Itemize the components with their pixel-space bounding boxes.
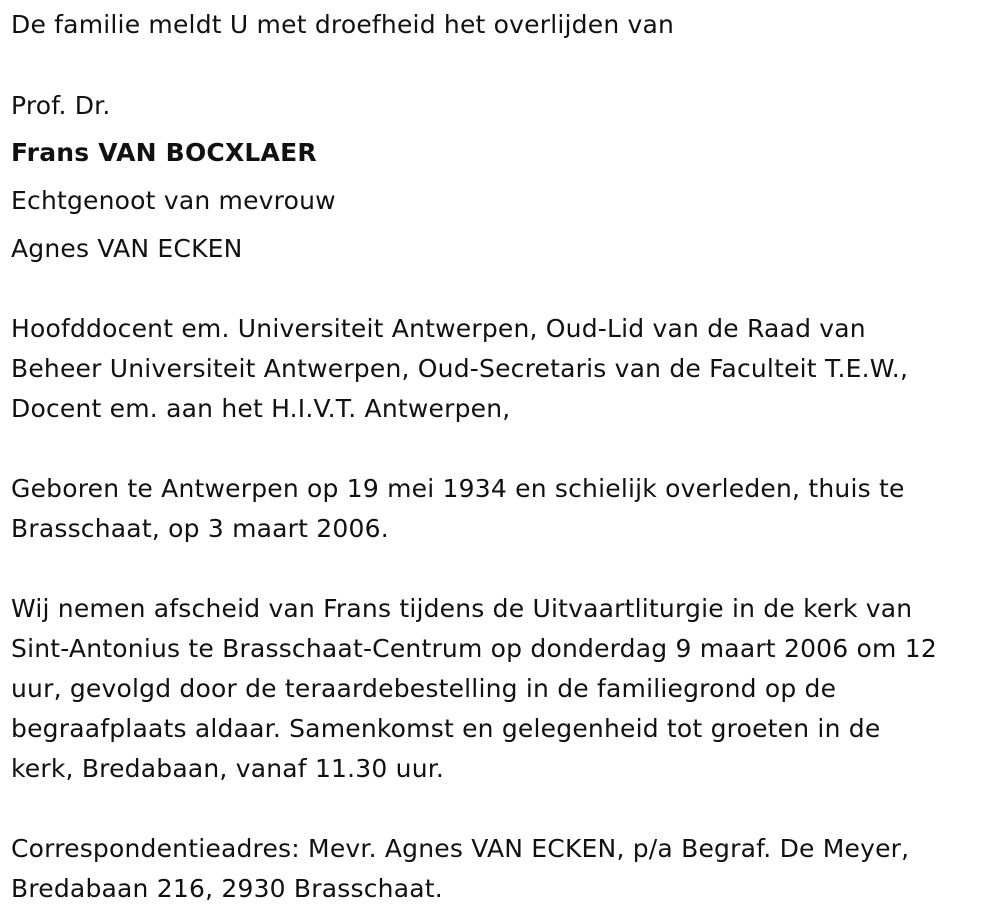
career-line: Hoofddocent em. Universiteit Antwerpen, Oud-Lid van de Raad van xyxy=(11,314,866,343)
deceased-name: Frans VAN BOCXLAER xyxy=(11,138,317,167)
funeral-line: Wij nemen afscheid van Frans tijdens de Uitvaartliturgie in de kerk van xyxy=(11,594,913,623)
career-line: Beheer Universiteit Antwerpen, Oud-Secretaris van de Faculteit T.E.W., xyxy=(11,354,909,383)
career-line: Docent em. aan het H.I.V.T. Antwerpen, xyxy=(11,394,511,423)
funeral-line: uur, gevolgd door de teraardebestelling in de familiegrond op de xyxy=(11,674,837,703)
correspondence-line: Correspondentieadres: Mevr. Agnes VAN ECKEN, p/a Begraf. De Meyer, xyxy=(11,834,910,863)
academic-title: Prof. Dr. xyxy=(11,91,111,120)
correspondence-line: Bredabaan 216, 2930 Brasschaat. xyxy=(11,874,443,903)
spouse-name: Agnes VAN ECKEN xyxy=(11,234,243,263)
birth-line: Geboren te Antwerpen op 19 mei 1934 en schielijk overleden, thuis te xyxy=(11,474,905,503)
birth-line: Brasschaat, op 3 maart 2006. xyxy=(11,514,389,543)
spouse-label: Echtgenoot van mevrouw xyxy=(11,186,336,215)
funeral-line: begraafplaats aldaar. Samenkomst en gelegenheid tot groeten in de xyxy=(11,714,881,743)
funeral-line: Sint-Antonius te Brasschaat-Centrum op donderdag 9 maart 2006 om 12 xyxy=(11,634,937,663)
funeral-line: kerk, Bredabaan, vanaf 11.30 uur. xyxy=(11,754,445,783)
intro-text: De familie meldt U met droefheid het overlijden van xyxy=(11,10,675,39)
